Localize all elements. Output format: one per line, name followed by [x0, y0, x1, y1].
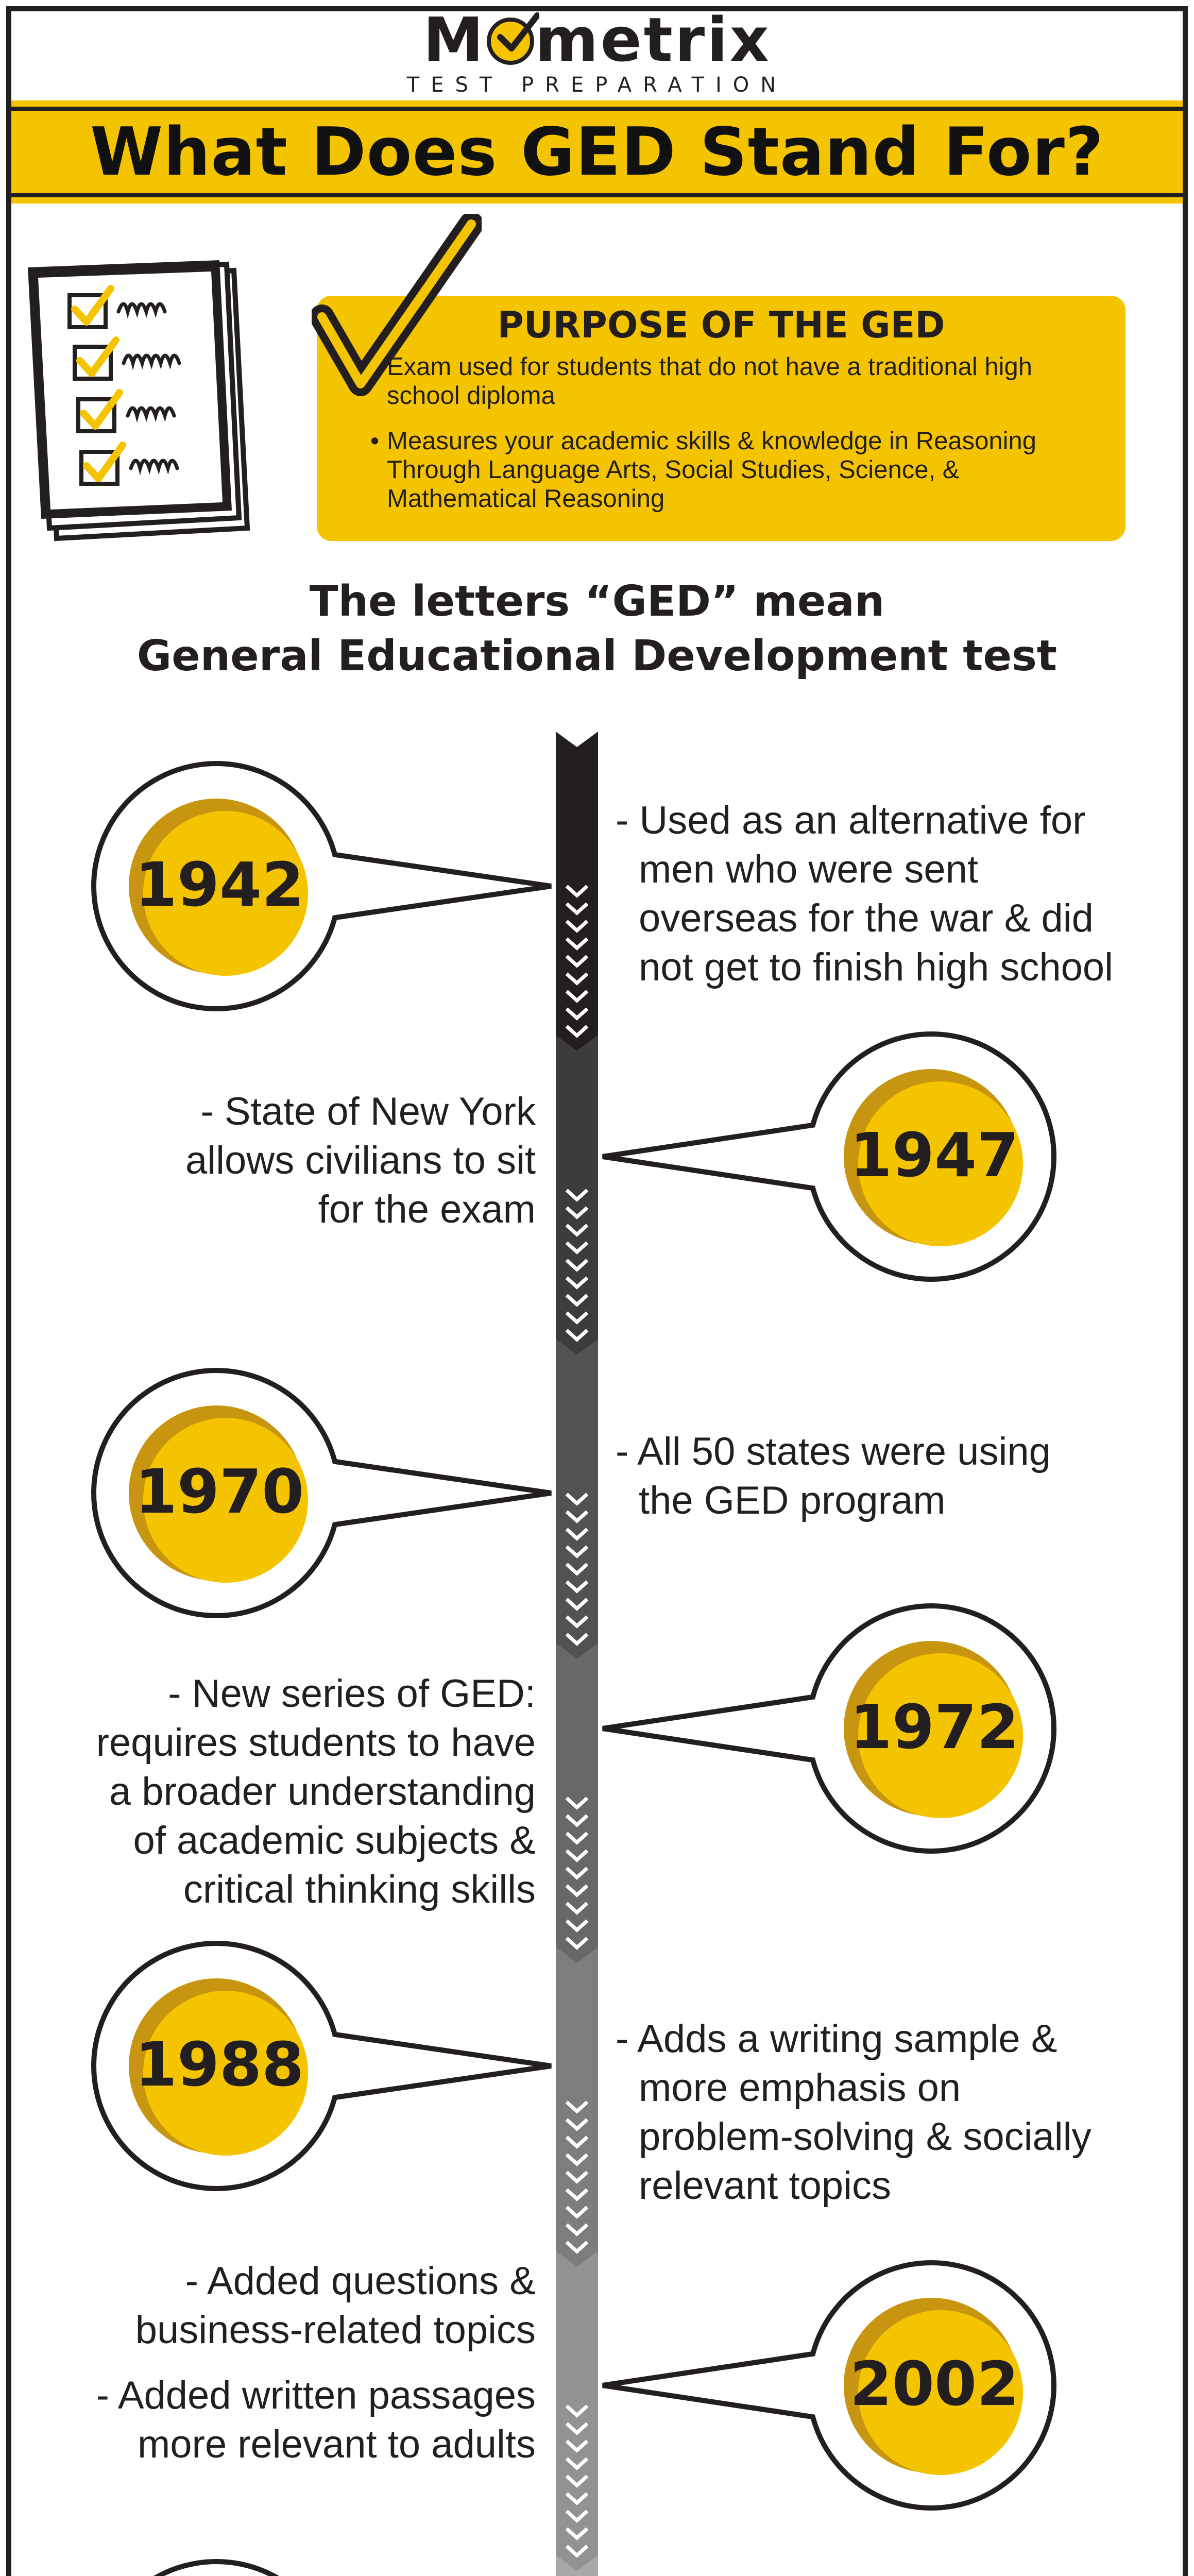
description-line: - Used as an alternative for	[616, 799, 1086, 842]
timeline-segment	[556, 1947, 598, 2267]
description-line: - All 50 states were using	[616, 1430, 1051, 1473]
description-line: problem-solving & socially	[639, 2115, 1091, 2159]
ged-meaning-line1: The letters “GED” mean	[309, 577, 885, 626]
logo-subtitle: TEST PREPARATION	[406, 73, 788, 97]
description-line: not get to finish high school	[639, 945, 1114, 989]
timeline-description	[21, 1669, 536, 1914]
year-label: 1988	[134, 2029, 304, 2100]
timeline-segment	[556, 732, 598, 1051]
description-line: - State of New York	[200, 1090, 536, 1133]
description-line: - New series of GED:	[168, 1672, 536, 1716]
year-label: 1972	[849, 1691, 1019, 1762]
description-line: - Added questions &	[185, 2259, 536, 2303]
description-line: more relevant to adults	[137, 2422, 536, 2466]
description-line: the GED program	[639, 1479, 946, 1522]
timeline-description	[616, 796, 1192, 992]
timeline-segment	[556, 1036, 598, 1355]
purpose-bullet: • Measures your academic skills & knowledge in Reasoning Through Language Arts, Social Studies, Science, & Mathematical Reasoning	[373, 427, 1105, 513]
year-label: 1942	[134, 849, 304, 920]
purpose-heading: PURPOSE OF THE GED	[497, 304, 945, 346]
description-line: - Added written passages	[96, 2374, 536, 2417]
year-label: 2002	[849, 2348, 1019, 2419]
timeline-segment	[556, 2251, 598, 2571]
page-title: What Does GED Stand For?	[90, 113, 1104, 191]
description-line: of academic subjects &	[133, 1819, 536, 1862]
ged-meaning-line2: General Educational Development test	[137, 632, 1057, 681]
description-line: men who were sent	[639, 848, 978, 891]
purpose-bullet: • Exam used for students that do not have a traditional high school diploma	[373, 352, 1105, 410]
description-line: critical thinking skills	[183, 1868, 536, 1911]
description-line: relevant topics	[639, 2164, 892, 2208]
description-line: for the exam	[318, 1188, 536, 1231]
description-line: a broader understanding	[109, 1770, 536, 1814]
timeline-segment	[556, 1643, 598, 1963]
logo-wordmark: M metrix	[423, 4, 771, 75]
timeline-segment	[556, 1340, 598, 1659]
description-line: overseas for the war & did	[639, 896, 1094, 940]
timeline-description	[21, 1087, 536, 1234]
description-line: requires students to have	[96, 1721, 536, 1765]
year-label: 1970	[134, 1456, 304, 1527]
description-line: allows civilians to sit	[185, 1139, 536, 1182]
description-line: - Adds a writing sample &	[616, 2017, 1057, 2061]
year-label: 1947	[849, 1120, 1019, 1191]
year-bubble	[94, 2562, 551, 2576]
description-line: business-related topics	[135, 2308, 536, 2352]
timeline-description	[616, 2014, 1192, 2210]
timeline-description	[21, 2257, 536, 2469]
description-line: more emphasis on	[639, 2066, 961, 2110]
timeline-description	[616, 1427, 1192, 1525]
